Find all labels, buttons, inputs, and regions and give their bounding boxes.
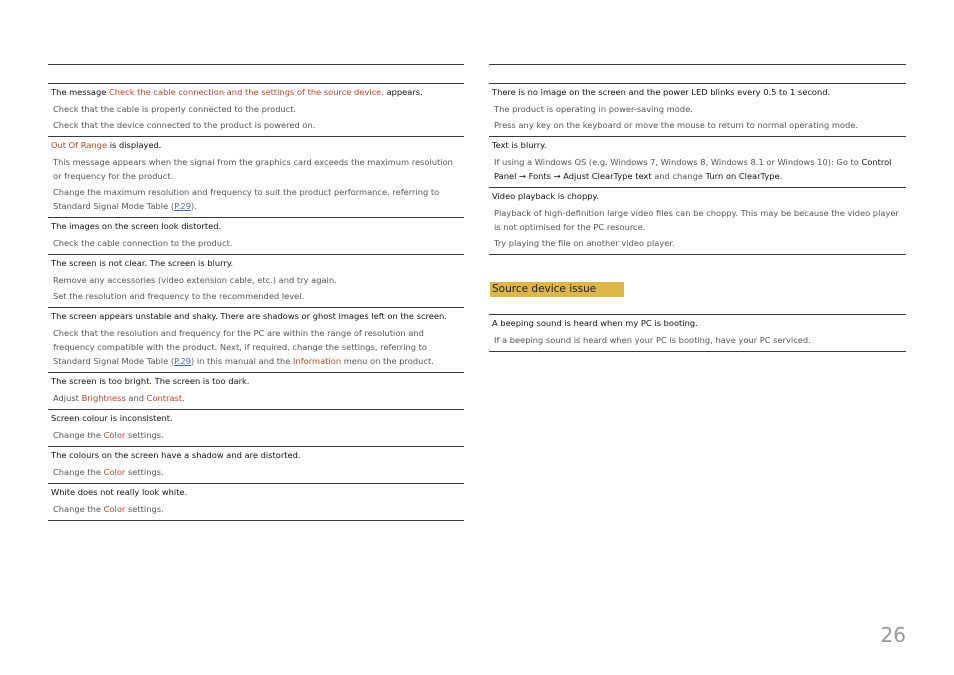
solution-text — [51, 101, 461, 118]
text-run: Adjust — [53, 393, 82, 403]
problem-text — [51, 412, 461, 427]
troubleshooting-item — [48, 217, 464, 254]
text-run: Playback of high-definition large video files can be choppy. This may be because the video player is not optimised for the PC resource. — [494, 208, 899, 232]
solution-text — [492, 101, 903, 118]
page-reference-link[interactable]: P.29 — [174, 201, 191, 211]
solution-text — [51, 390, 461, 407]
text-run: The screen is too bright. The screen is too dark. — [51, 376, 250, 386]
text-run: Change the — [53, 467, 104, 477]
problem-text — [51, 486, 461, 501]
text-run: The message — [51, 87, 109, 97]
text-run: and change — [651, 171, 706, 181]
text-run: settings. — [125, 467, 164, 477]
text-run: Check that the resolution and frequency for the PC are within the range of resolution and frequency compatible with the product. Next, if required, change the settings, referring to Standard Signal Mode Table ( — [53, 328, 427, 366]
solution-text — [51, 325, 461, 370]
problem-text — [51, 86, 461, 101]
solution-text — [51, 185, 461, 215]
troubleshooting-item — [489, 314, 906, 352]
solution-text — [51, 272, 461, 289]
menu-term: Information — [293, 356, 342, 366]
text-run: Turn on ClearType — [705, 171, 780, 181]
problem-text — [51, 449, 461, 464]
problem-text — [51, 310, 461, 325]
solution-text — [492, 154, 903, 185]
troubleshooting-item — [48, 372, 464, 409]
problem-text — [492, 139, 903, 154]
menu-term: Color — [103, 430, 126, 440]
problem-text — [51, 375, 461, 390]
solution-text — [51, 464, 461, 481]
text-run: and — [125, 393, 147, 403]
troubleshooting-item — [48, 254, 464, 307]
page-reference-link[interactable]: P.29 — [174, 356, 191, 366]
text-run: Check that the device connected to the product is powered on. — [53, 120, 316, 130]
solution-text — [51, 501, 461, 518]
solution-text — [492, 205, 903, 236]
right-troubleshooting-list — [489, 83, 906, 255]
text-run: Text is blurry. — [492, 140, 547, 150]
solution-text — [492, 118, 903, 134]
left-troubleshooting-list — [48, 83, 464, 521]
troubleshooting-item — [48, 446, 464, 483]
source-device-issue-list — [489, 314, 906, 352]
section-title: Source device issue — [490, 282, 624, 297]
solution-text — [51, 154, 461, 185]
solution-text — [51, 235, 461, 252]
troubleshooting-item — [489, 187, 906, 255]
text-run: If using a Windows OS (e.g. Windows 7, Windows 8, Windows 8.1 or Windows 10): Go to — [494, 157, 862, 167]
text-run: The product is operating in power-saving mode. — [494, 104, 693, 114]
text-run: The screen appears unstable and shaky. There are shadows or ghost images left on the screen. — [51, 311, 447, 321]
text-run: Try playing the file on another video player. — [494, 238, 675, 248]
solution-text — [492, 236, 903, 252]
text-run: menu on the product. — [341, 356, 434, 366]
solution-text — [51, 118, 461, 134]
solution-text — [51, 289, 461, 305]
text-run: appears. — [383, 87, 423, 97]
text-run: The screen is not clear. The screen is blurry. — [51, 258, 234, 268]
problem-text — [492, 190, 903, 205]
troubleshooting-item — [489, 136, 906, 187]
problem-text — [492, 86, 903, 101]
text-run: The images on the screen look distorted. — [51, 221, 222, 231]
menu-term: Color — [103, 504, 126, 514]
solution-text — [492, 332, 903, 349]
troubleshooting-item — [489, 83, 906, 136]
text-run: Change the — [53, 430, 104, 440]
page-number: 26 — [880, 623, 906, 647]
troubleshooting-item — [48, 83, 464, 136]
problem-text — [492, 317, 903, 332]
left-column — [48, 64, 464, 521]
text-run: Set the resolution and frequency to the recommended level. — [53, 291, 305, 301]
text-run: Change the — [53, 504, 104, 514]
problem-text — [51, 220, 461, 235]
text-run: Remove any accessories (video extension cable, etc.) and try again. — [53, 275, 337, 285]
menu-term: Out Of Range — [51, 140, 108, 150]
text-run: settings. — [125, 430, 164, 440]
text-run: Check the cable connection to the product. — [53, 238, 233, 248]
text-run: If a beeping sound is heard when your PC is booting, have your PC serviced. — [494, 335, 811, 345]
text-run: There is no image on the screen and the power LED blinks every 0.5 to 1 second. — [492, 87, 831, 97]
text-run: Change the maximum resolution and frequency to suit the product performance, referring to Standard Signal Mode Table ( — [53, 187, 440, 211]
troubleshooting-item — [48, 483, 464, 521]
problem-text — [51, 139, 461, 154]
text-run: Control Panel → Fonts → Adjust ClearType text — [494, 157, 892, 181]
text-run: Press any key on the keyboard or move the mouse to return to normal operating mode. — [494, 120, 859, 130]
text-run: . — [182, 393, 185, 403]
text-run: This message appears when the signal from the graphics card exceeds the maximum resolution or frequency for the product. — [53, 157, 453, 181]
text-run: settings. — [125, 504, 164, 514]
text-run: ) in this manual and the — [190, 356, 294, 366]
text-run: . — [779, 171, 783, 181]
troubleshooting-item — [48, 307, 464, 372]
text-run: A beeping sound is heard when my PC is booting. — [492, 318, 698, 328]
troubleshooting-item — [48, 136, 464, 217]
text-run: White does not really look white. — [51, 487, 188, 497]
text-run: ). — [190, 201, 197, 211]
solution-text — [51, 427, 461, 444]
text-run: The colours on the screen have a shadow and are distorted. — [51, 450, 301, 460]
menu-term: Contrast — [146, 393, 183, 403]
text-run: Screen colour is inconsistent. — [51, 413, 173, 423]
text-run: Video playback is choppy. — [492, 191, 599, 201]
text-run: is displayed. — [107, 140, 162, 150]
menu-term: Brightness — [81, 393, 126, 403]
menu-term: Color — [103, 467, 126, 477]
troubleshooting-item — [48, 409, 464, 446]
right-column — [489, 64, 906, 352]
menu-term: Check the cable connection and the settings of the source device. — [109, 87, 384, 97]
text-run: Check that the cable is properly connected to the product. — [53, 104, 297, 114]
problem-text — [51, 257, 461, 272]
